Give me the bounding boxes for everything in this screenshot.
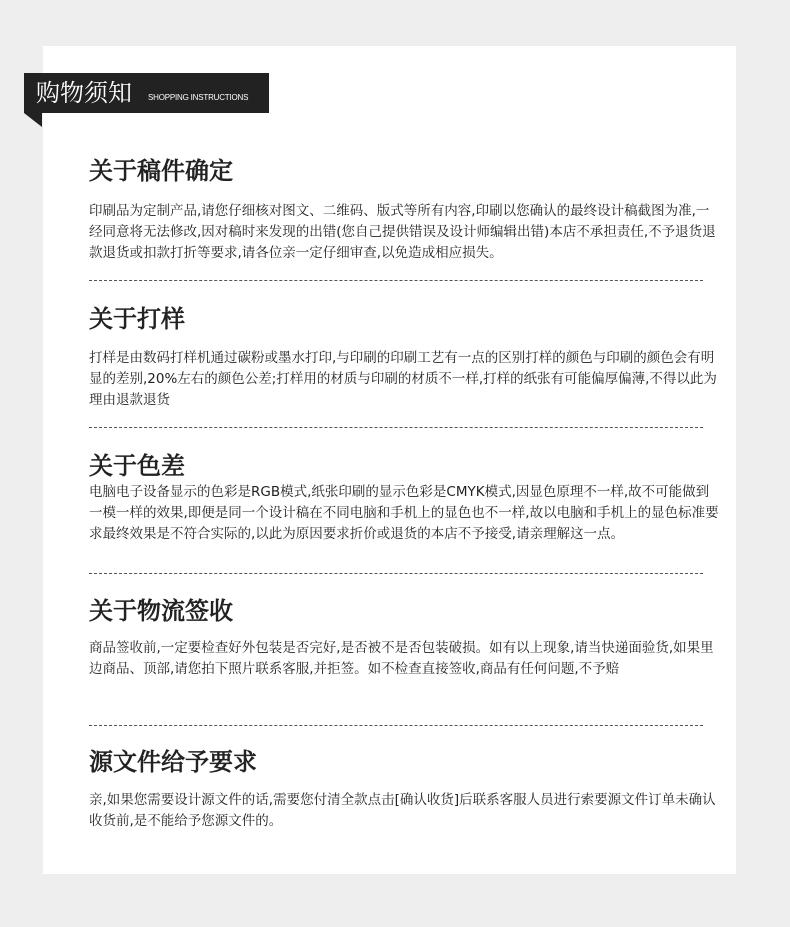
section-heading: 关于物流签收 [89, 597, 233, 625]
section-divider [89, 725, 703, 726]
banner-subtitle: SHOPPING INSTRUCTIONS [148, 93, 249, 102]
section-proofing [89, 304, 719, 411]
section-body: 亲,如果您需要设计源文件的话,需要您付清全款点击[确认收货]后联系客服人员进行索要源文件订单未确认收货前,是不能给予您源文件的。 [89, 792, 716, 829]
section-color-difference [89, 451, 719, 545]
section-divider [89, 573, 703, 574]
section-source-files [89, 747, 719, 832]
section-heading: 源文件给予要求 [89, 748, 257, 776]
title-banner [24, 73, 269, 113]
section-body: 打样是由数码打样机通过碳粉或墨水打印,与印刷的印刷工艺有一点的区别打样的颜色与印刷的颜色会有明显的差别,20%左右的颜色公差;打样用的材质与印刷的材质不一样,打样的纸张有可能偏厚偏薄,不得以此为理由退款退货 [89, 350, 717, 408]
section-heading: 关于稿件确定 [89, 157, 233, 185]
section-body: 印刷品为定制产品,请您仔细核对图文、二维码、版式等所有内容,印刷以您确认的最终设计稿截图为准,一经同意将无法修改,因对稿时来发现的出错(您自己提供错误及设计师编辑出错)本店不承担责任,不予退货退款退货或扣款打折等要求,请各位亲一定仔细审查,以免造成相应损失。 [89, 203, 716, 261]
section-divider [89, 427, 703, 428]
section-body: 电脑电子设备显示的色彩是RGB模式,纸张印刷的显示色彩是CMYK模式,因显色原理不一样,故不可能做到一模一样的效果,即便是同一个设计稿在不同电脑和手机上的显色也不一样,故以电脑和手机上的显色标准要求最终效果是不符合实际的,以此为原因要求折价或退货的本店不予接受,请亲理解这一点。 [89, 484, 719, 542]
section-divider [89, 280, 703, 281]
section-heading: 关于色差 [89, 452, 185, 480]
banner-fold [24, 113, 42, 127]
section-manuscript-confirmation [89, 156, 719, 264]
section-heading: 关于打样 [89, 305, 185, 333]
section-logistics-signoff [89, 596, 719, 680]
banner-title: 购物须知 [36, 79, 132, 107]
section-body: 商品签收前,一定要检查好外包装是否完好,是否被不是否包装破损。如有以上现象,请当快递面验货,如果里边商品、顶部,请您拍下照片联系客服,并拒签。如不检查直接签收,商品有任何问题,不予赔 [89, 640, 714, 677]
